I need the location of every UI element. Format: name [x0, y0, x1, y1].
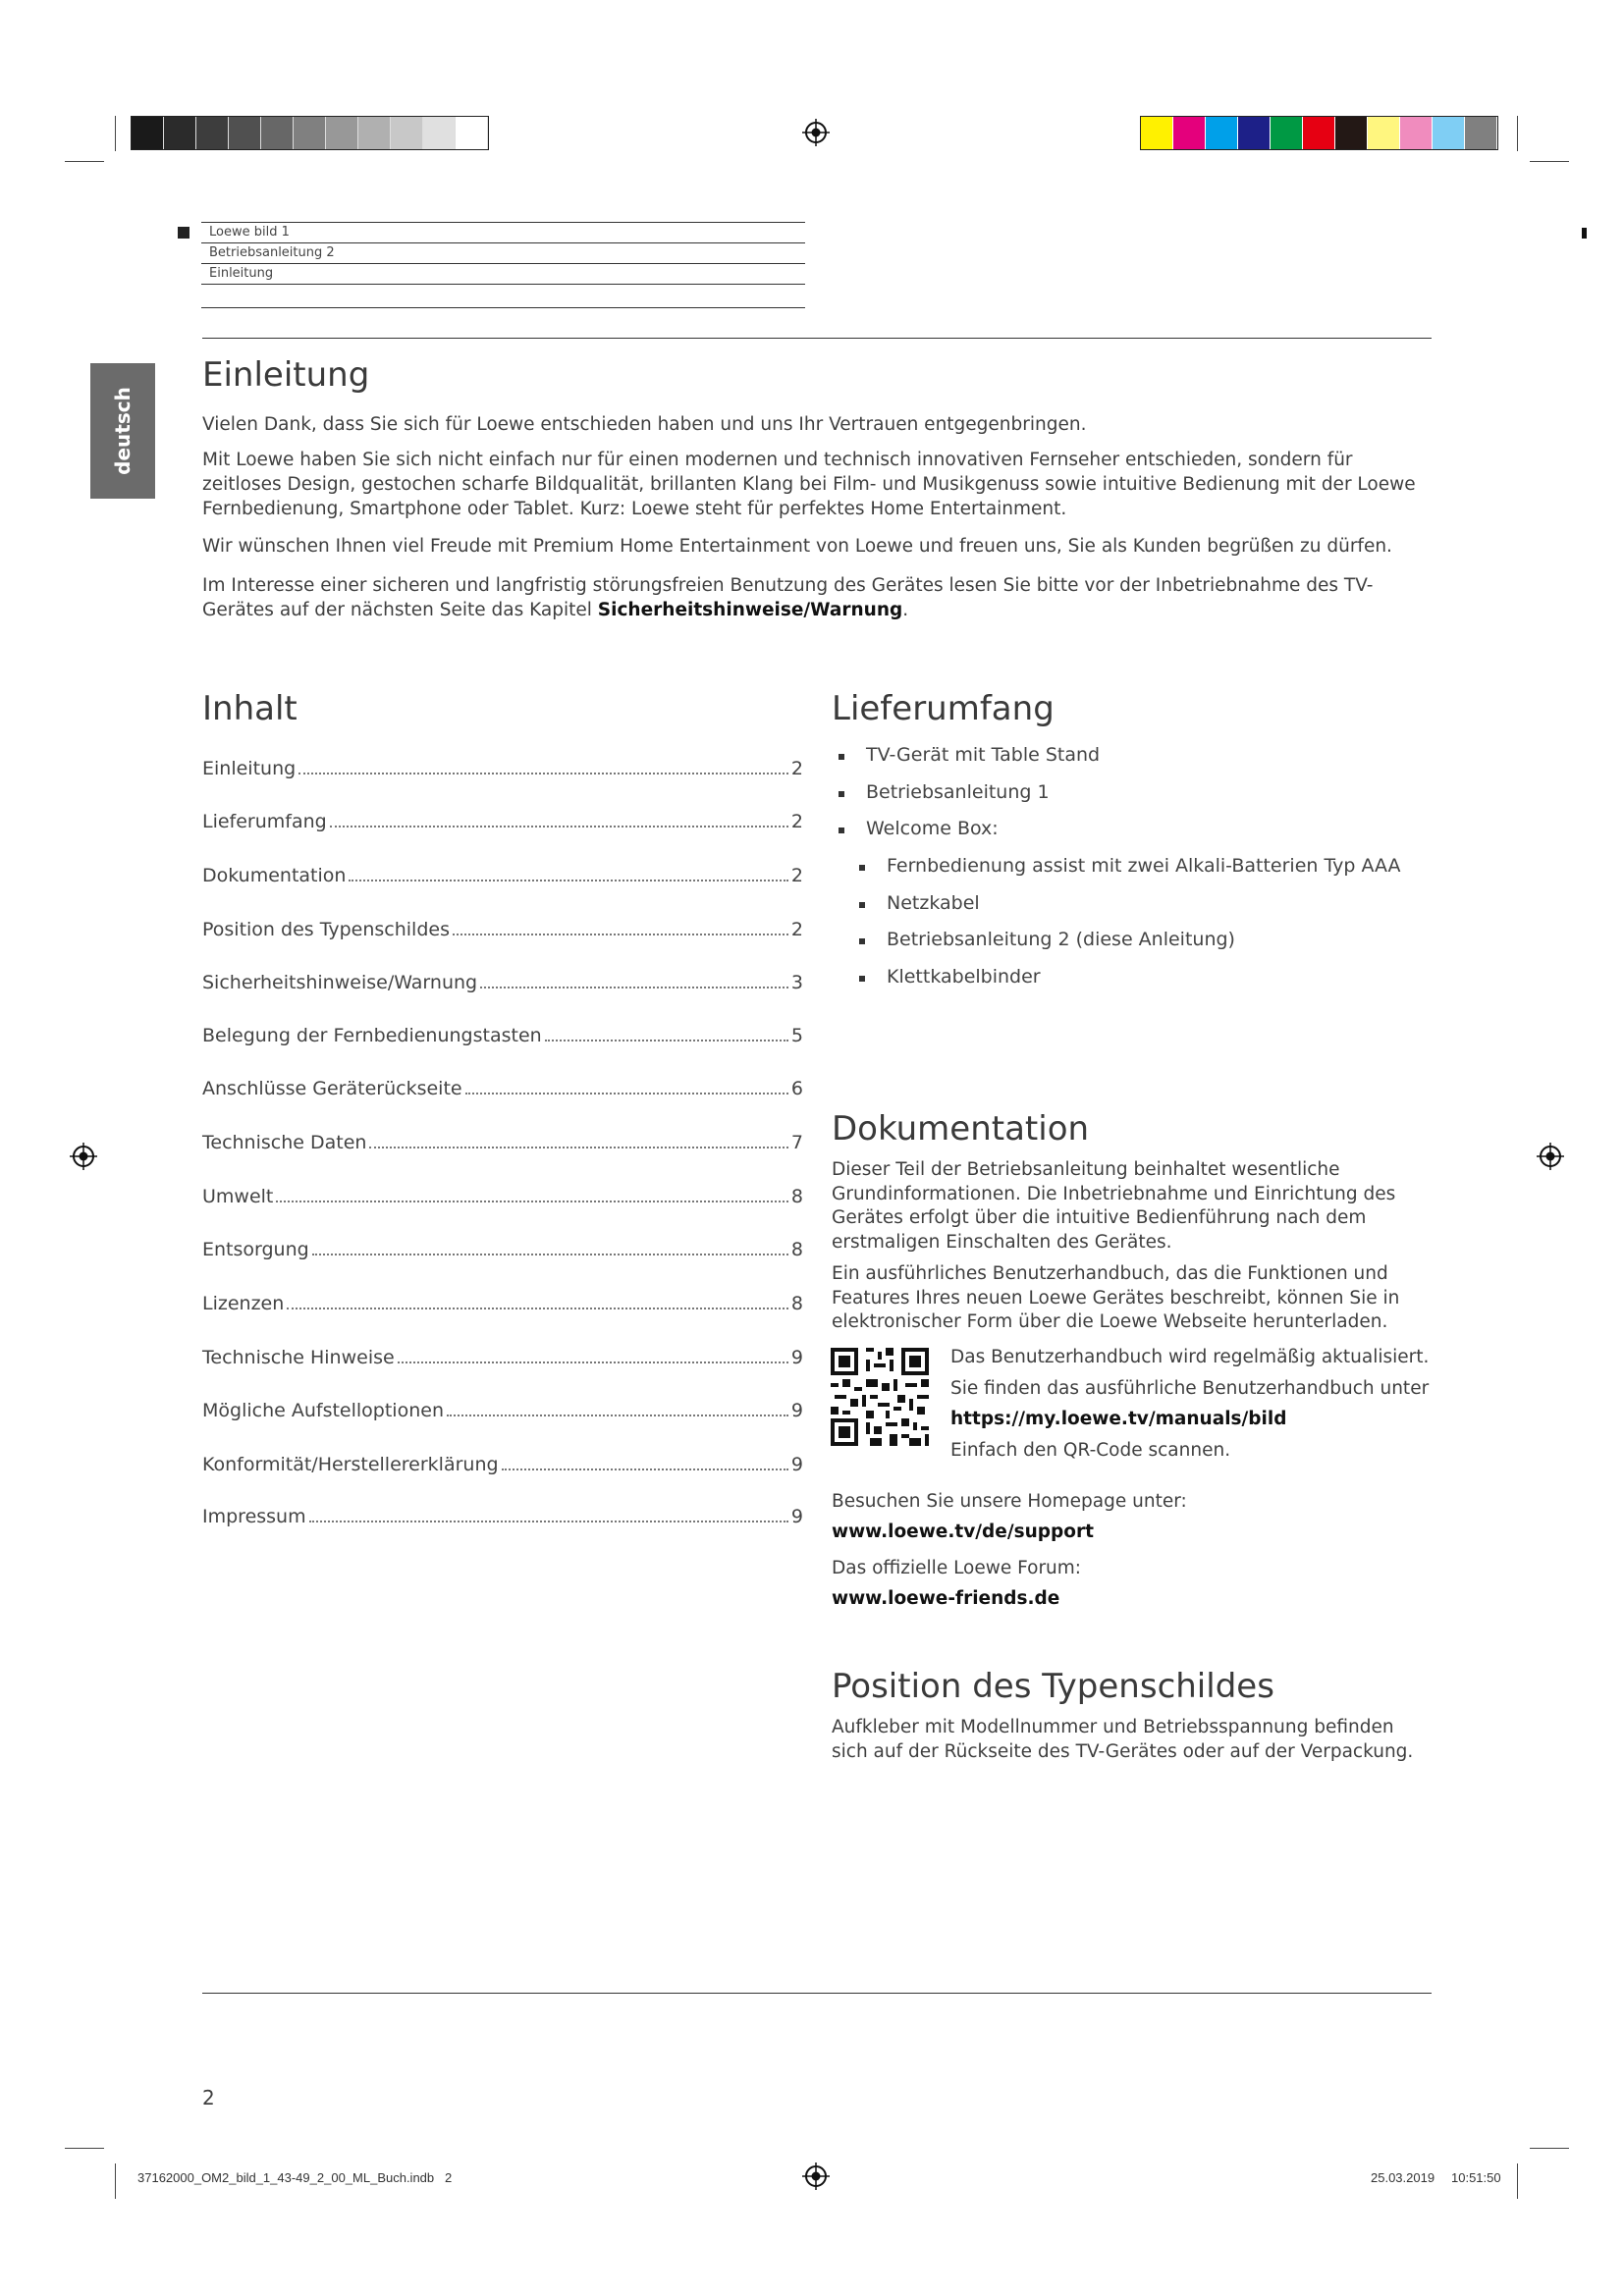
toc-item[interactable] [202, 811, 803, 834]
page-number: 2 [202, 2086, 215, 2109]
toc-label: Sicherheitshinweise/Warnung [202, 972, 478, 993]
margin-marker [1582, 228, 1587, 239]
crop-mark [65, 161, 104, 162]
toc-leader [447, 1415, 788, 1416]
section-title-intro: Einleitung [202, 355, 370, 395]
footer-date: 25.03.2019 [1371, 2170, 1435, 2185]
breadcrumb-marker [178, 227, 189, 239]
breadcrumb-item: Einleitung [209, 266, 274, 281]
toc-page: 9 [790, 1347, 803, 1368]
homepage-link[interactable]: www.loewe.tv/de/support [832, 1522, 1094, 1542]
documentation-paragraph: Ein ausführliches Benutzerhandbuch, das die Funktionen und Features Ihres neuen Loewe Gerätes beschreibt, können Sie in elektronischer Form über die Loewe Webseite herunterladen. [832, 1263, 1400, 1332]
toc-item[interactable] [202, 919, 803, 942]
toc-leader [465, 1093, 788, 1095]
toc-item[interactable] [202, 1186, 803, 1209]
toc-leader [453, 934, 788, 935]
qr-code-icon [831, 1348, 929, 1446]
calibration-swatch [1335, 117, 1368, 149]
breadcrumb-item: Betriebsanleitung 2 [209, 245, 335, 260]
toc-item[interactable] [202, 1293, 803, 1316]
homepage-label: Besuchen Sie unsere Homepage unter: [832, 1491, 1187, 1512]
divider [201, 284, 805, 285]
footer-filename: 37162000_OM2_bild_1_43-49_2_00_ML_Buch.indb 2 [137, 2170, 453, 2185]
toc-label: Position des Typenschildes [202, 919, 450, 940]
crop-mark [1517, 2163, 1518, 2199]
toc-label: Technische Hinweise [202, 1347, 395, 1368]
toc-page: 8 [790, 1239, 803, 1260]
qr-text: Sie finden das ausführliche Benutzerhandbuch unter [950, 1378, 1430, 1399]
section-title-delivery: Lieferumfang [832, 689, 1055, 728]
toc-page: 9 [790, 1454, 803, 1475]
toc-leader [298, 773, 788, 774]
section-title-toc: Inhalt [202, 689, 298, 728]
toc-page: 6 [790, 1078, 803, 1099]
header-rule [202, 338, 1432, 339]
calibration-swatch [456, 117, 488, 149]
qr-text: Das Benutzerhandbuch wird regelmäßig aktualisiert. [950, 1347, 1430, 1367]
list-item: Klettkabelbinder [887, 966, 1041, 988]
section-title-type-plate: Position des Typenschildes [832, 1667, 1274, 1706]
toc-item[interactable] [202, 758, 803, 781]
registration-mark-icon [1537, 1143, 1564, 1170]
intro-paragraph: Wir wünschen Ihnen viel Freude mit Premium Home Entertainment von Loewe und freuen uns, Sie als Kunden begrüßen zu dürfen. [202, 536, 1392, 557]
toc-leader [480, 987, 788, 988]
toc-leader [312, 1254, 788, 1255]
toc-page: 3 [790, 972, 803, 993]
calibration-swatch [1465, 117, 1497, 149]
divider [201, 307, 805, 308]
forum-label: Das offizielle Loewe Forum: [832, 1558, 1082, 1578]
crop-mark [1530, 2148, 1569, 2149]
grayscale-calibration-bar [131, 116, 489, 150]
toc-item[interactable] [202, 1025, 803, 1048]
registration-mark-icon [802, 2163, 830, 2190]
toc-item[interactable] [202, 1078, 803, 1101]
calibration-swatch [1303, 117, 1335, 149]
intro-paragraph: Mit Loewe haben Sie sich nicht einfach nur für einen modernen und technisch innovativen Fernseher entschieden, sondern für zeitloses Design, gestochen scharfe Bildqualität, brillanten Klang bei Film- und Musikgenuss sowie intuitive Bedienung mit der Loewe Fernbedienung, Smartphone oder Tablet. Kurz: Loewe steht für perfektes Home Entertainment. [202, 450, 1416, 519]
calibration-swatch [1206, 117, 1238, 149]
breadcrumb-item: Loewe bild 1 [209, 225, 290, 240]
crop-mark [65, 2148, 104, 2149]
divider [201, 222, 805, 223]
forum-link[interactable]: www.loewe-friends.de [832, 1588, 1060, 1609]
toc-leader [398, 1362, 788, 1363]
calibration-swatch [1433, 117, 1465, 149]
section-title-documentation: Dokumentation [832, 1109, 1090, 1148]
toc-page: 9 [790, 1506, 803, 1527]
toc-page: 2 [790, 758, 803, 779]
toc-leader [502, 1468, 788, 1470]
toc-leader [330, 826, 788, 828]
calibration-swatch [164, 117, 196, 149]
calibration-swatch [1141, 117, 1173, 149]
divider [201, 263, 805, 264]
toc-item[interactable] [202, 1239, 803, 1262]
toc-page: 2 [790, 811, 803, 832]
type-plate-paragraph: Aufkleber mit Modellnummer und Betriebsspannung befinden sich auf der Rückseite des TV-Gerätes oder auf der Verpackung. [832, 1717, 1414, 1762]
intro-text: Im Interesse einer sicheren und langfristig störungsfreien Benutzung des Gerätes lesen Sie bitte vor der Inbetriebnahme des TV-Gerätes auf der nächsten Seite das Kapitel [202, 575, 1374, 620]
toc-label: Entsorgung [202, 1239, 309, 1260]
calibration-swatch [294, 117, 326, 149]
toc-leader [287, 1308, 788, 1309]
calibration-swatch [132, 117, 164, 149]
calibration-swatch [1368, 117, 1400, 149]
toc-label: Einleitung [202, 758, 297, 779]
language-tab-label: deutsch [111, 387, 135, 475]
footer-rule [202, 1993, 1432, 1994]
toc-page: 9 [790, 1400, 803, 1421]
toc-leader [369, 1147, 787, 1148]
divider [201, 242, 805, 243]
toc-label: Mögliche Aufstelloptionen [202, 1400, 444, 1421]
toc-item[interactable] [202, 865, 803, 888]
toc-leader [276, 1201, 788, 1202]
manual-link[interactable]: https://my.loewe.tv/manuals/bild [950, 1409, 1287, 1429]
safety-chapter-reference: Sicherheitshinweise/Warnung [597, 600, 903, 620]
calibration-swatch [1173, 117, 1206, 149]
toc-label: Konformität/Herstellererklärung [202, 1454, 499, 1475]
intro-paragraph [202, 573, 1432, 622]
qr-text: Einfach den QR-Code scannen. [950, 1440, 1231, 1461]
toc-page: 8 [790, 1186, 803, 1207]
intro-paragraph: Vielen Dank, dass Sie sich für Loewe entschieden haben und uns Ihr Vertrauen entgegenbringen. [202, 414, 1087, 435]
registration-mark-icon [70, 1143, 97, 1170]
toc-page: 2 [790, 919, 803, 940]
toc-item[interactable] [202, 1132, 803, 1155]
calibration-swatch [229, 117, 261, 149]
toc-page: 5 [790, 1025, 803, 1046]
toc-label: Lizenzen [202, 1293, 285, 1314]
calibration-swatch [1271, 117, 1303, 149]
documentation-paragraph: Dieser Teil der Betriebsanleitung beinhaltet wesentliche Grundinformationen. Die Inbetriebnahme und Einrichtung des Gerätes erfolgt über die intuitive Bedienführung nach dem erstmaligen Einschalten des Gerätes. [832, 1159, 1396, 1253]
toc-label: Lieferumfang [202, 811, 327, 832]
toc-item[interactable] [202, 1506, 803, 1529]
calibration-swatch [1400, 117, 1433, 149]
intro-text-end: . [902, 600, 909, 620]
footer-time: 10:51:50 [1451, 2170, 1501, 2185]
toc-label: Belegung der Fernbedienungstasten [202, 1025, 542, 1046]
toc-leader [545, 1040, 788, 1041]
calibration-swatch [326, 117, 358, 149]
toc-page: 8 [790, 1293, 803, 1314]
crop-mark [115, 116, 116, 151]
toc-label: Umwelt [202, 1186, 274, 1207]
toc-leader [309, 1521, 788, 1522]
toc-page: 7 [790, 1132, 803, 1153]
toc-label: Dokumentation [202, 865, 347, 886]
toc-label: Technische Daten [202, 1132, 367, 1153]
calibration-swatch [261, 117, 294, 149]
color-calibration-bar [1140, 116, 1498, 150]
calibration-swatch [1238, 117, 1271, 149]
list-item: TV-Gerät mit Table Stand [866, 744, 1101, 766]
calibration-swatch [391, 117, 423, 149]
crop-mark [115, 2163, 116, 2199]
toc-leader [349, 880, 787, 881]
toc-item[interactable] [202, 1400, 803, 1423]
list-item: Betriebsanleitung 2 (diese Anleitung) [887, 929, 1235, 950]
toc-label: Impressum [202, 1506, 306, 1527]
crop-mark [1517, 116, 1518, 151]
toc-item[interactable] [202, 1454, 803, 1477]
list-item: Netzkabel [887, 892, 980, 914]
list-item: Fernbedienung assist mit zwei Alkali-Batterien Typ AAA [887, 855, 1401, 877]
language-tab [90, 363, 155, 499]
calibration-swatch [358, 117, 391, 149]
list-item: Welcome Box: [866, 818, 999, 839]
toc-item[interactable] [202, 972, 803, 995]
list-item: Betriebsanleitung 1 [866, 781, 1050, 803]
toc-label: Anschlüsse Geräterückseite [202, 1078, 462, 1099]
toc-page: 2 [790, 865, 803, 886]
toc-item[interactable] [202, 1347, 803, 1370]
calibration-swatch [196, 117, 229, 149]
crop-mark [1530, 161, 1569, 162]
calibration-swatch [423, 117, 456, 149]
registration-mark-icon [802, 119, 830, 146]
